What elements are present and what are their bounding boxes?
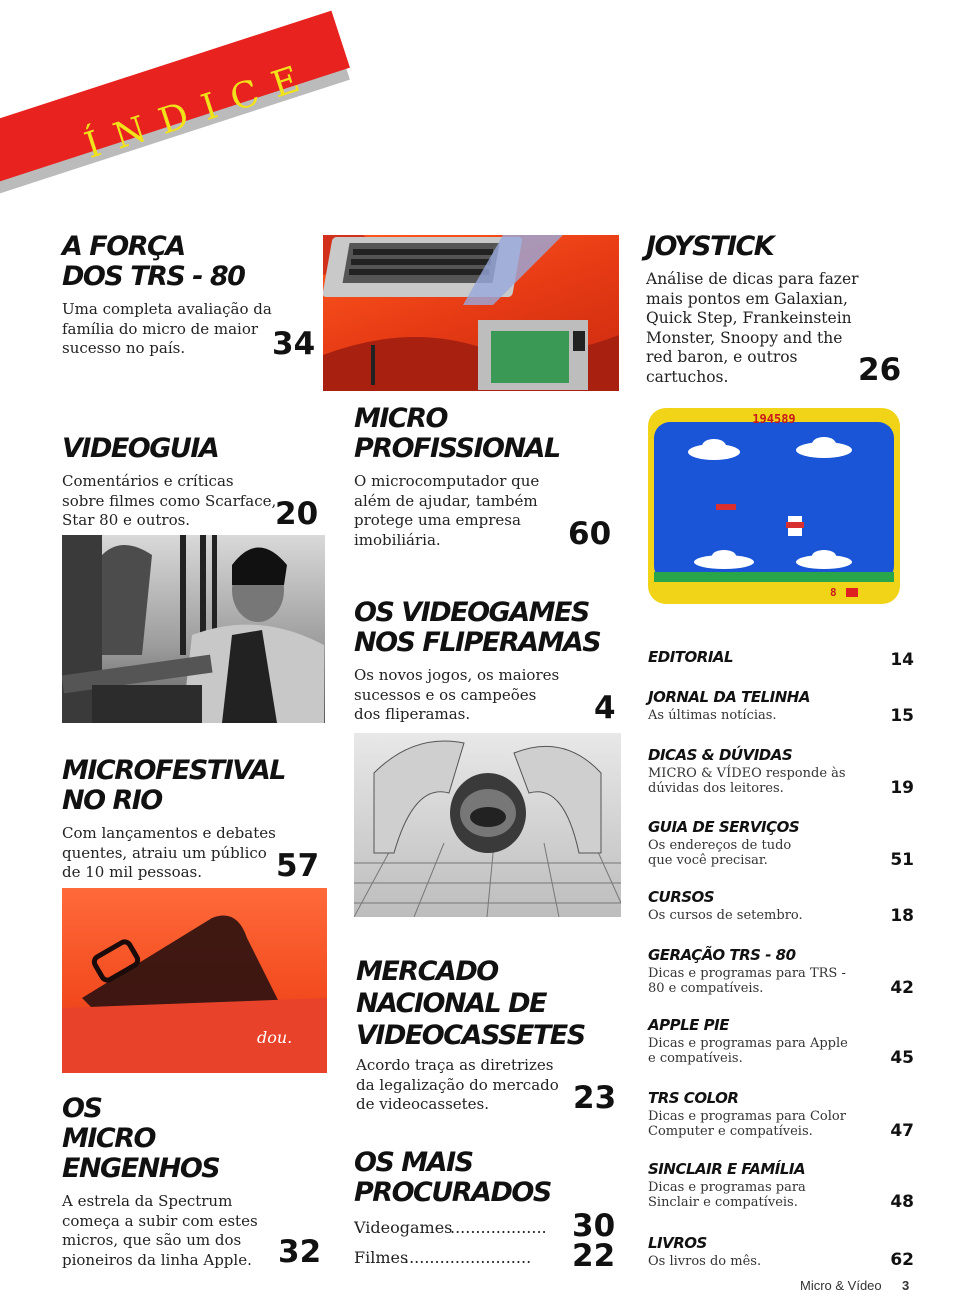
svg-text:dou.: dou. [257,1028,293,1047]
trs80-photo [323,235,619,391]
videoguia-page[interactable]: 20 [275,496,319,532]
index-item-desc: As últimas notícias. [648,708,777,723]
leader-dots: ................... [450,1218,547,1237]
index-item-page: 62 [890,1250,914,1270]
index-item-page: 48 [890,1192,914,1212]
scarface-photo [62,535,325,723]
trs80-page[interactable]: 34 [272,326,316,362]
fliperamas-desc: Os novos jogos, os maiores sucessos e os campeões dos fliperamas. [354,666,560,723]
festival-photo [62,888,327,1073]
trs80-title: A FORÇA DOS TRS - 80 [62,231,245,292]
procurados-title: OS MAIS PROCURADOS [354,1147,551,1208]
index-item-title: DICAS & DÚVIDAS [648,746,793,764]
index-item-page: 15 [890,706,914,726]
index-item-page: 14 [890,650,914,670]
engenhos-page[interactable]: 32 [278,1234,322,1270]
fliperamas-page[interactable]: 4 [594,690,616,726]
index-item-title: APPLE PIE [648,1016,729,1034]
banner-title: ÍNDICE [80,54,320,167]
profissional-page[interactable]: 60 [568,516,612,552]
game-screen [648,408,900,604]
footer-magazine: Micro & Vídeo [800,1278,882,1293]
procurados-item-label: Filmes [354,1248,409,1267]
footer-page-number: 3 [902,1278,910,1293]
videoguia-title: VIDEOGUIA [62,433,219,464]
index-item-desc: Os livros do mês. [648,1254,762,1269]
profissional-title: MICRO PROFISSIONAL [354,403,560,464]
index-item-title: LIVROS [648,1234,707,1252]
index-item[interactable] [648,646,914,676]
trs80-desc: Uma completa avaliação da família do micro de maior sucesso no país. [62,300,272,357]
index-item-title: EDITORIAL [648,648,734,666]
joystick-page[interactable]: 26 [858,352,902,388]
index-item-page: 45 [890,1048,914,1068]
index-item-title: CURSOS [648,888,715,906]
index-item-title: SINCLAIR E FAMÍLIA [648,1160,806,1178]
index-item-page: 19 [890,778,914,798]
microfestival-desc: Com lançamentos e debates quentes, atraiu um público de 10 mil pessoas. [62,824,276,881]
mercado-page[interactable]: 23 [573,1080,617,1116]
index-item-desc: Os endereços de tudo que você precisar. [648,838,792,868]
index-item-page: 47 [890,1121,914,1141]
crystal-ball-photo [354,733,621,917]
mercado-title: MERCADO NACIONAL DE VIDEOCASSETES [356,956,585,1051]
index-item-title: JORNAL DA TELINHA [648,688,810,706]
index-item-page: 51 [890,850,914,870]
fliperamas-title: OS VIDEOGAMES NOS FLIPERAMAS [354,597,601,658]
procurados-item-page: 22 [572,1238,616,1274]
joystick-desc: Análise de dicas para fazer mais pontos em Galaxian, Quick Step, Frankeinstein Monster, Snoopy and the red baron, e outros cartuchos. [646,270,859,386]
index-item-page: 42 [890,978,914,998]
index-item-page: 18 [890,906,914,926]
index-item-desc: Dicas e programas para Sinclair e compatíveis. [648,1180,806,1210]
index-item[interactable] [648,946,914,1000]
index-item[interactable] [648,1234,914,1274]
procurados-item-label: Videogames [354,1218,453,1237]
game-score: 194589 [752,412,796,426]
procurados-item[interactable] [354,1238,624,1274]
index-item[interactable] [648,688,914,728]
microfestival-page[interactable]: 57 [276,848,320,884]
index-item-title: GUIA DE SERVIÇOS [648,818,800,836]
profissional-desc: O microcomputador que além de ajudar, também protege uma empresa imobiliária. [354,472,540,549]
index-item[interactable] [648,888,914,928]
procurados-item-page: 30 [572,1208,616,1244]
videoguia-desc: Comentários e críticas sobre filmes como Scarface, Star 80 e outros. [62,472,277,529]
index-item[interactable] [648,1160,914,1214]
joystick-title: JOYSTICK [646,231,774,262]
index-item-desc: Dicas e programas para TRS - 80 e compatíveis. [648,966,846,996]
index-item-desc: MICRO & VÍDEO responde às dúvidas dos leitores. [648,766,846,796]
index-item-desc: Dicas e programas para Apple e compatíveis. [648,1036,848,1066]
index-item[interactable] [648,1089,914,1143]
game-lives: 8 [830,586,837,599]
index-item[interactable] [648,818,914,872]
index-item-desc: Os cursos de setembro. [648,908,803,923]
index-item-title: GERAÇÃO TRS - 80 [648,946,796,964]
index-item[interactable] [648,746,914,800]
engenhos-title: OS MICRO ENGENHOS [62,1093,220,1184]
index-item-desc: Dicas e programas para Color Computer e compatíveis. [648,1109,846,1139]
mercado-desc: Acordo traça as diretrizes da legalização do mercado de videocassetes. [356,1056,559,1113]
index-item-title: TRS COLOR [648,1089,739,1107]
engenhos-desc: A estrela da Spectrum começa a subir com estes micros, que são um dos pioneiros da linha Apple. [62,1192,258,1269]
game-lives-marker [846,588,858,597]
index-item[interactable] [648,1016,914,1070]
microfestival-title: MICROFESTIVAL NO RIO [62,755,285,816]
leader-dots: ......................... [404,1248,532,1267]
